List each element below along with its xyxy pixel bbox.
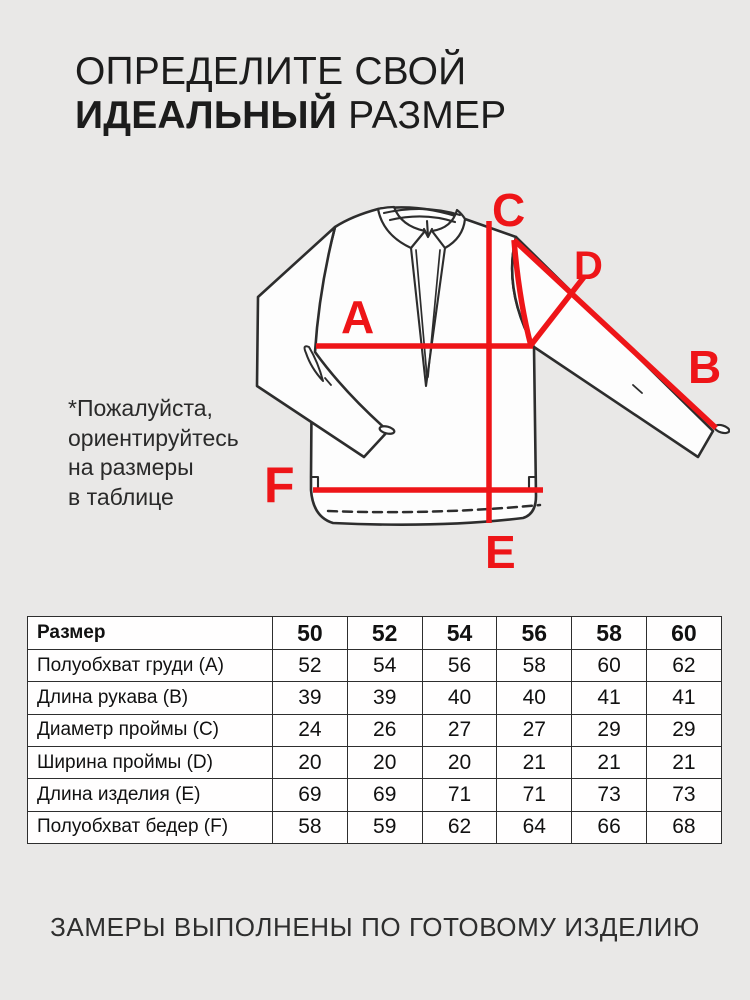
size-table-row	[28, 682, 722, 714]
measurement-value: 71	[497, 779, 572, 811]
size-header-value: 58	[572, 617, 647, 650]
measurement-value: 41	[572, 682, 647, 714]
size-header-value: 60	[646, 617, 721, 650]
footer-text: ЗАМЕРЫ ВЫПОЛНЕНЫ ПО ГОТОВОМУ ИЗДЕЛИЮ	[50, 912, 700, 942]
size-table-body	[28, 650, 722, 844]
measure-label-B: B	[688, 341, 722, 393]
measurement-value: 40	[497, 682, 572, 714]
measurement-value: 62	[422, 811, 497, 843]
note-line: в таблице	[68, 483, 174, 510]
size-table	[27, 616, 722, 844]
measurement-label: Длина рукава (B)	[28, 682, 273, 714]
measurement-value: 64	[497, 811, 572, 843]
measurement-value: 73	[572, 779, 647, 811]
measurement-value: 21	[572, 746, 647, 778]
measure-label-A: A	[341, 291, 375, 343]
measurement-value: 27	[422, 714, 497, 746]
size-header-value: 56	[497, 617, 572, 650]
measurement-value: 73	[646, 779, 721, 811]
page-title-line2	[75, 94, 506, 138]
measure-label-F: F	[264, 457, 295, 513]
measurement-value: 29	[646, 714, 721, 746]
page-title-line1: ОПРЕДЕЛИТЕ СВОЙ	[75, 50, 467, 93]
size-table-row	[28, 779, 722, 811]
table-reference-note	[68, 394, 240, 512]
size-header-label: Размер	[28, 617, 273, 650]
measurement-value: 52	[273, 650, 348, 682]
measurement-value: 40	[422, 682, 497, 714]
measurement-value: 39	[273, 682, 348, 714]
size-header-value: 54	[422, 617, 497, 650]
size-table-row	[28, 714, 722, 746]
measurement-label: Диаметр проймы (C)	[28, 714, 273, 746]
measure-label-C: C	[492, 184, 526, 236]
measurement-value: 41	[646, 682, 721, 714]
measurement-label: Полуобхват груди (A)	[28, 650, 273, 682]
measurement-value: 58	[497, 650, 572, 682]
size-table-row	[28, 811, 722, 843]
measurement-value: 27	[497, 714, 572, 746]
measure-label-D: D	[574, 244, 603, 288]
page-title-line2-bold: ИДЕАЛЬНЫЙ	[75, 94, 338, 137]
measurement-label: Ширина проймы (D)	[28, 746, 273, 778]
measurement-value: 54	[347, 650, 422, 682]
measurement-value: 69	[273, 779, 348, 811]
note-line: на размеры	[68, 454, 194, 480]
note-line: *Пожалуйста,	[68, 395, 213, 421]
measurement-value: 60	[572, 650, 647, 682]
measurement-value: 68	[646, 811, 721, 843]
size-header-value: 50	[273, 617, 348, 650]
measurement-value: 29	[572, 714, 647, 746]
measurement-value: 59	[347, 811, 422, 843]
measure-label-E: E	[485, 526, 516, 578]
shirt-measurement-diagram	[230, 178, 730, 600]
measurement-value: 71	[422, 779, 497, 811]
size-header-value: 52	[347, 617, 422, 650]
measurement-value: 21	[497, 746, 572, 778]
measurement-value: 26	[347, 714, 422, 746]
measurement-value: 24	[273, 714, 348, 746]
size-table-header-row	[28, 617, 722, 650]
measurement-value: 20	[273, 746, 348, 778]
measurement-value: 66	[572, 811, 647, 843]
size-table-row	[28, 650, 722, 682]
measurement-value: 58	[273, 811, 348, 843]
measurement-label: Полуобхват бедер (F)	[28, 811, 273, 843]
measurement-label: Длина изделия (E)	[28, 779, 273, 811]
note-line: ориентируйтесь	[68, 424, 239, 451]
measurement-value: 39	[347, 682, 422, 714]
size-table-row	[28, 746, 722, 778]
measurement-value: 69	[347, 779, 422, 811]
measurement-value: 21	[646, 746, 721, 778]
page-title-line2-rest: РАЗМЕР	[337, 94, 507, 137]
measurement-value: 62	[646, 650, 721, 682]
measurement-value: 56	[422, 650, 497, 682]
measurement-value: 20	[422, 746, 497, 778]
page-title	[75, 50, 506, 138]
measurement-value: 20	[347, 746, 422, 778]
